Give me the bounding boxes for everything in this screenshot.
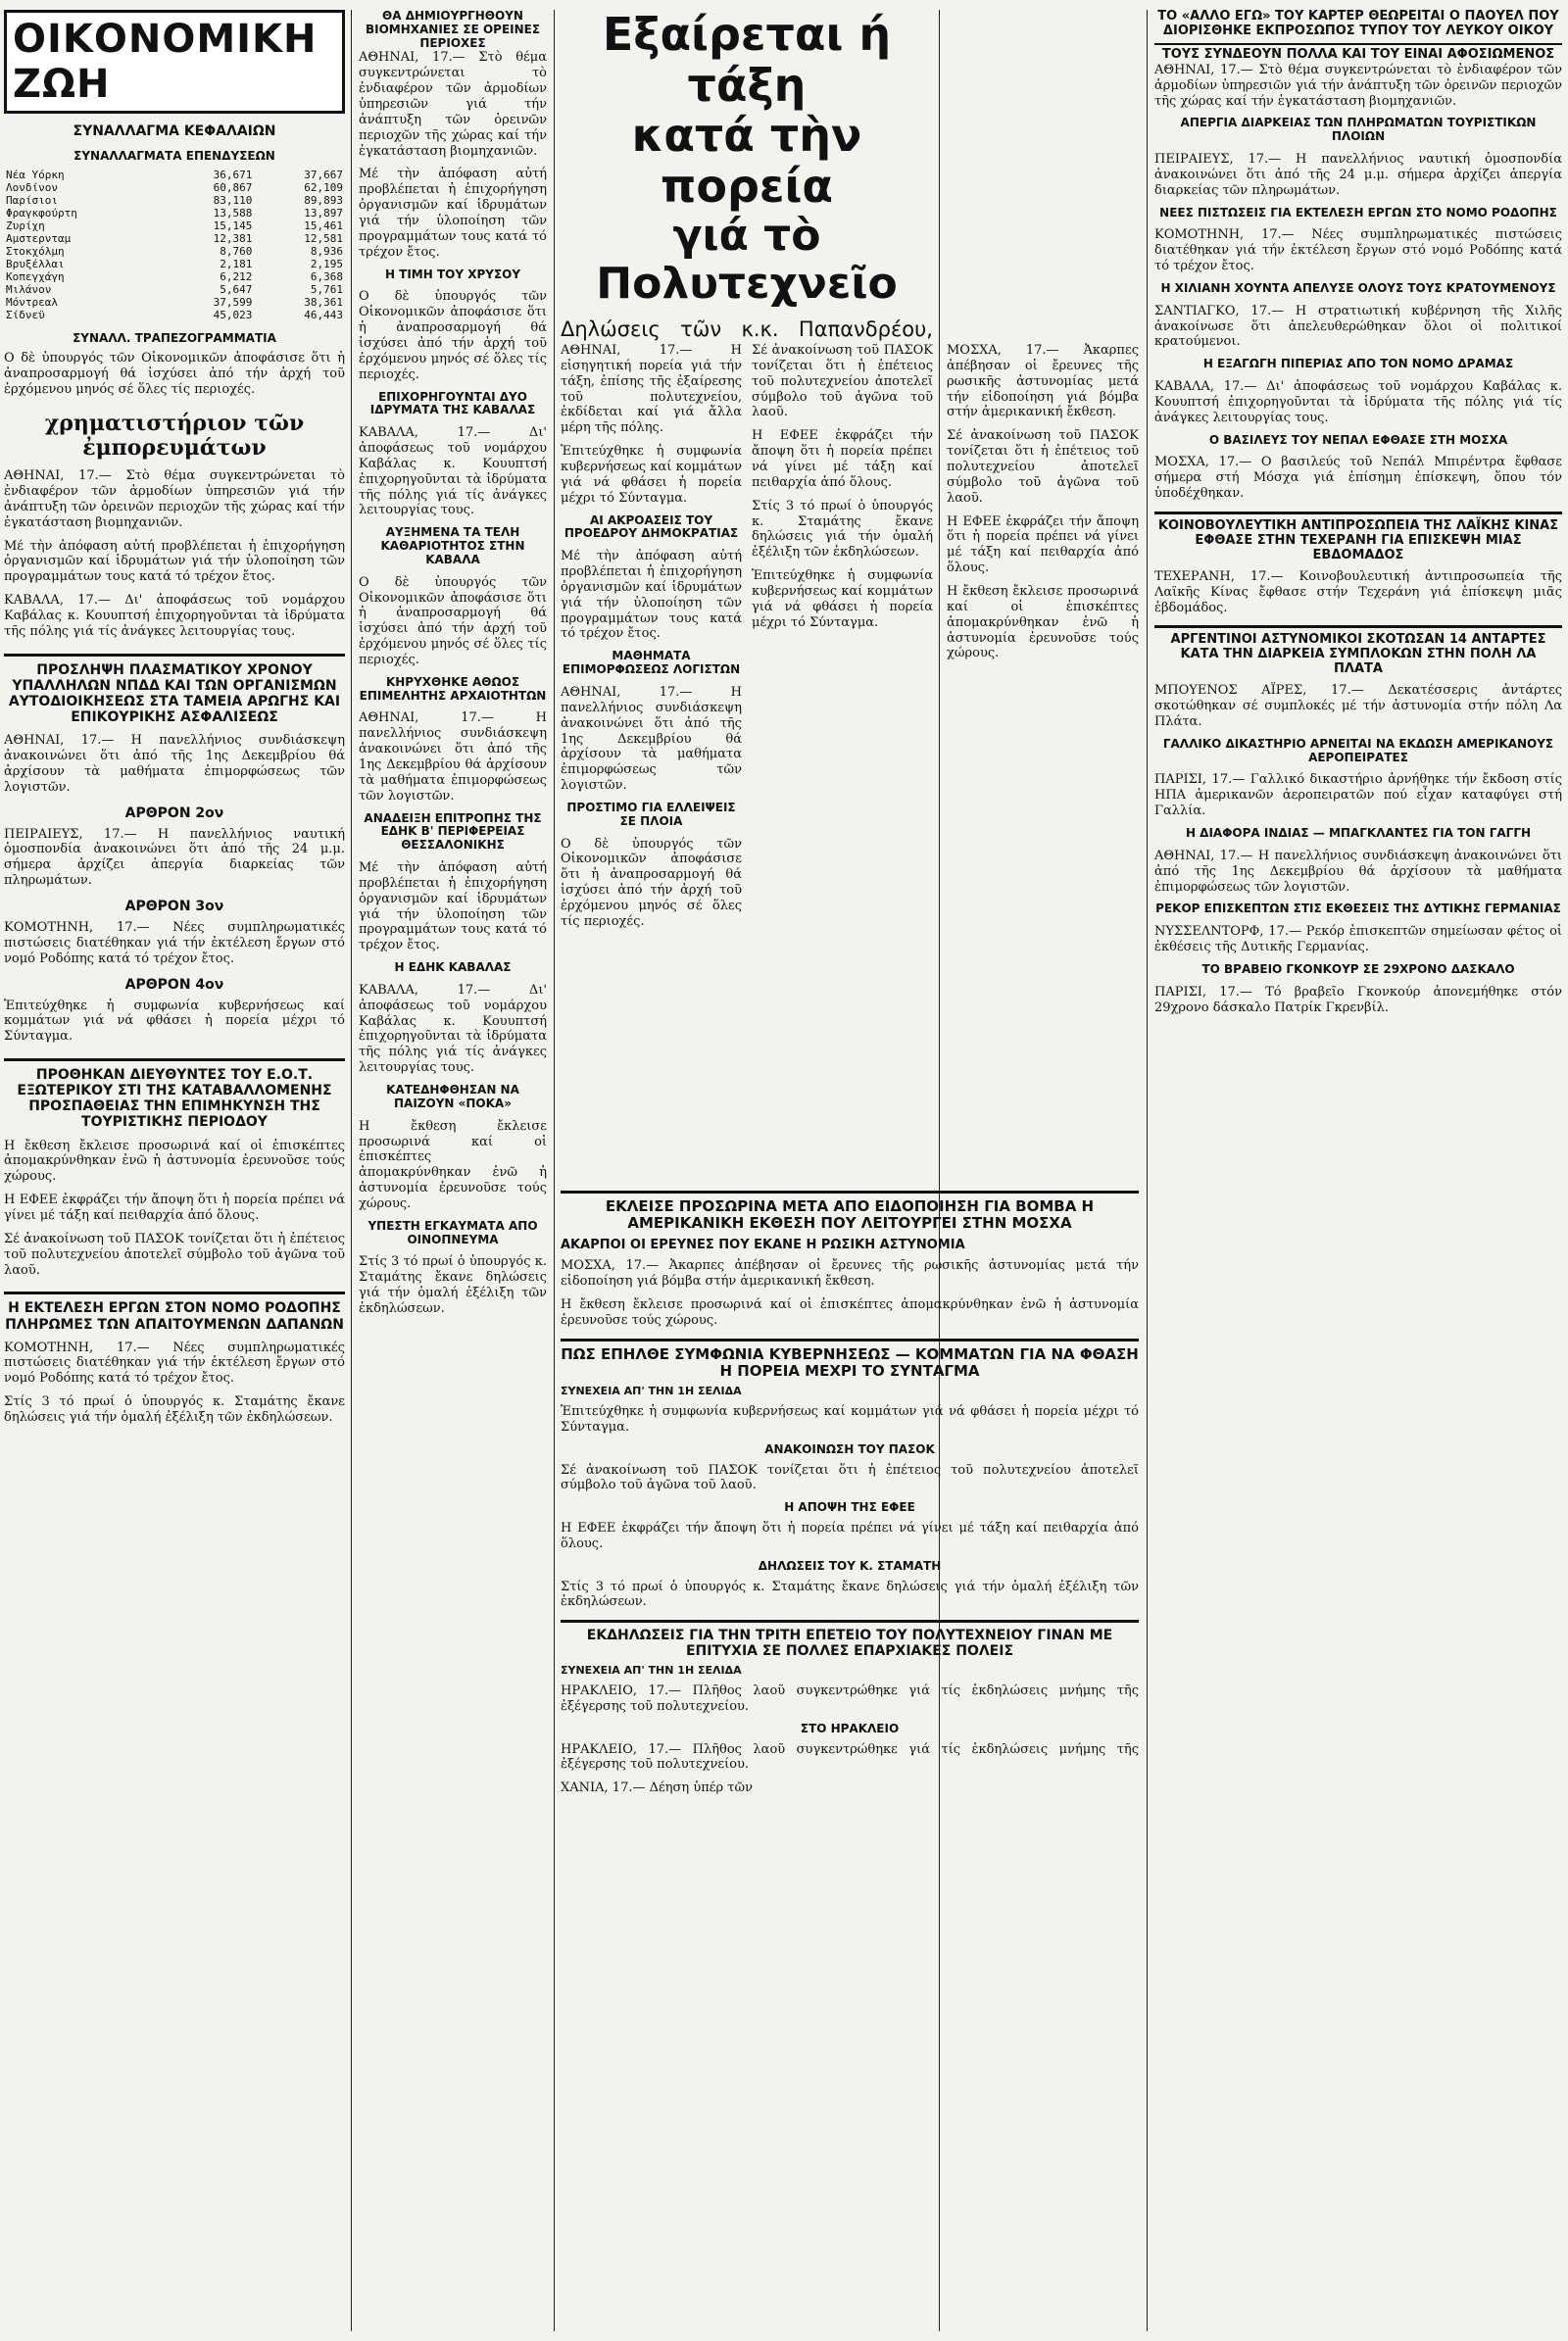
article-text: Μέ τὴν ἀπόφαση αὐτή προβλέπεται ἡ ἐπιχορήγηση ὀργανισμῶν καί ἱδρυμάτων γιά τήν ὑλοποίηση τῶν προγραμμάτων τους κατά τό τρέχον ἔτος. (561, 549, 742, 642)
headline: ΠΡΟΘΗΚΑΝ ΔΙΕΥΘΥΝΤΕΣ ΤΟΥ Ε.Ο.Τ. ΕΞΩΤΕΡΙΚΟΥ ΣΤΙ ΤΗΣ ΚΑΤΑΒΑΛΛΟΜΕΝΗΣ ΠΡΟΣΠΑΘΕΙΑΣ ΤΗΝ ΕΠΙΜΗΚΥΝΣΗ ΤΗΣ ΤΟΥΡΙΣΤΙΚΗΣ ΠΕΡΙΟΔΟΥ (4, 1058, 345, 1130)
headline: ΘΑ ΔΗΜΙΟΥΡΓΗΘΟΥΝ ΒΙΟΜΗΧΑΝΙΕΣ ΣΕ ΟΡΕΙΝΕΣ ΠΕΡΙΟΧΕΣ (365, 10, 541, 50)
article-text: ΚΟΜΟΤΗΝΗ, 17.— Νέες συμπληρωματικές πιστώσεις διατέθηκαν γιά τήν ἐκτέλεση ἔργων στό νομό Ροδόπης κατά τό τρέχον ἔτος. (4, 1340, 345, 1387)
rates-row (4, 207, 345, 219)
headline: ΓΑΛΛΙΚΟ ΔΙΚΑΣΤΗΡΙΟ ΑΡΝΕΙΤΑΙ ΝΑ ΕΚΔΩΣΗ ΑΜΕΡΙΚΑΝΟΥΣ ΑΕΡΟΠΕΙΡΑΤΕΣ (1162, 736, 1554, 764)
headline: ΑΥΞΗΜΕΝΑ ΤΑ ΤΕΛΗ ΚΑΘΑΡΙΟΤΗΤΟΣ ΣΤΗΝ ΚΑΒΑΛΑ (380, 525, 525, 566)
rates-row (4, 309, 345, 321)
article-text: ΤΕΧΕΡΑΝΗ, 17.— Κοινοβουλευτική ἀντιπροσωπεία τῆς Λαϊκῆς Κίνας ἔφθασε στήν Τεχεράνη γιά ἐπίσκεψη μιᾶς ἑβδομάδος. (1154, 568, 1562, 615)
main-subhead: Δηλώσεις τῶν κ.κ. Παπανδρέου, (561, 317, 933, 341)
headline: ΚΟΙΝΟΒΟΥΛΕΥΤΙΚΗ ΑΝΤΙΠΡΟΣΩΠΕΙΑ ΤΗΣ ΛΑΪΚΗΣ ΚΙΝΑΣ ΕΦΘΑΣΕ ΣΤΗΝ ΤΕΧΕΡΑΝΗ ΓΙΑ ΕΠΙΣΚΕΨΗ ΜΙΑΣ ΕΒΔΟΜΑΔΟΣ (1154, 512, 1562, 563)
article-text: Η ΕΦΕΕ ἐκφράζει τήν ἄποψη ὅτι ἡ πορεία πρέπει νά γίνει μέ τάξη καί πειθαρχία ἀπό ὅλους. (752, 428, 933, 490)
headline: ΕΚΔΗΛΩΣΕΙΣ ΓΙΑ ΤΗΝ ΤΡΙΤΗ ΕΠΕΤΕΙΟ ΤΟΥ ΠΟΛΥΤΕΧΝΕΙΟΥ ΓΙΝΑΝ ΜΕ ΕΠΙΤΥΧΙΑ ΣΕ ΠΟΛΛΕΣ ΕΠΑΡΧΙΑΚΕΣ ΠΟΛΕΙΣ (561, 1620, 1139, 1659)
headline: ΥΠΕΣΤΗ ΕΓΚΑΥΜΑΤΑ ΑΠΟ ΟΙΝΟΠΝΕΥΜΑ (368, 1218, 538, 1246)
section-title: ΣΥΝΑΛΛΑΓΜΑ ΚΕΦΑΛΑΙΩΝ (73, 123, 276, 139)
article-text: ΑΘΗΝΑΙ, 17.— Στὸ θέμα συγκεντρώνεται τὸ ἐνδιαφέρον τῶν ἀρμοδίων ὑπηρεσιῶν γιά τήν ἀνάπτυξη τῶν ὀρεινῶν περιοχῶν τῆς χώρας καί τήν ἐγκατάσταση βιομηχανιῶν. (1154, 62, 1562, 109)
rates-table (4, 169, 345, 321)
article-text: Στίς 3 τό πρωί ὁ ὑπουργός κ. Σταμάτης ἔκανε δηλώσεις γιά τήν ὁμαλή ἐξέλιξη τῶν ἐκδηλώσεων. (561, 1579, 1139, 1610)
article-heading: ΑΡΘΡΟΝ 2ον (124, 805, 224, 821)
headline: ΤΟΥΣ ΣΥΝΔΕΟΥΝ ΠΟΛΛΑ ΚΑΙ ΤΟΥ ΕΙΝΑΙ ΑΦΟΣΙΩΜΕΝΟΣ (1154, 43, 1562, 63)
rates-row (4, 169, 345, 181)
rates-city: Ζυρίχη (6, 219, 45, 232)
headline: ΤΟ ΒΡΑΒΕΙΟ ΓΚΟΝΚΟΥΡ ΣΕ 29ΧΡΟΝΟ ΔΑΣΚΑΛΟ (1201, 961, 1515, 976)
article-text: ΜΟΣΧΑ, 17.— Ο βασιλεύς τοῦ Νεπάλ Μπιρέντρα ἔφθασε σήμερα στή Μόσχα γιά ἐπίσημη ἐπίσκεψη, ὅπου τόν ὑποδέχθηκαν. (1154, 455, 1562, 502)
article-text: Στίς 3 τό πρωί ὁ ὑπουργός κ. Σταμάτης ἔκανε δηλώσεις γιά τήν ὁμαλή ἐξέλιξη τῶν ἐκδηλώσεων. (4, 1394, 345, 1426)
continuation-note: ΣΥΝΕΧΕΙΑ ΑΠ' ΤΗΝ 1Η ΣΕΛΙΔΑ (561, 1385, 742, 1398)
article-text: Ἐπιτεύχθηκε ἡ συμφωνία κυβερνήσεως καί κομμάτων γιά νά φθάσει ἡ πορεία μέχρι τό Σύνταγμα. (561, 1404, 1139, 1435)
rates-row (4, 181, 345, 194)
rates-city: Κοπεγχάγη (6, 270, 65, 283)
rates-value: 83,110 (213, 194, 253, 207)
rates-row (4, 258, 345, 270)
headline: ΠΡΟΣΛΗΨΗ ΠΛΑΣΜΑΤΙΚΟΥ ΧΡΟΝΟΥ ΥΠΑΛΛΗΛΩΝ ΝΠΔΔ ΚΑΙ ΤΩΝ ΟΡΓΑΝΙΣΜΩΝ ΑΥΤΟΔΙΟΙΚΗΣΕΩΣ ΣΤΑ ΤΑΜΕΙΑ ΑΡΩΓΗΣ ΚΑΙ ΕΠΙΚΟΥΡΙΚΗΣ ΑΣΦΑΛΙΣΕΩΣ (4, 654, 345, 725)
article-text: Ο δὲ ὑπουργός τῶν Οἰκονομικῶν ἀποφάσισε ὅτι ἡ ἀναπροσαρμογή θά ἰσχύσει ἀπό τήν ἀρχή τοῦ ἐρχόμενου μηνός σέ ὅλες τίς περιοχές. (359, 574, 547, 667)
article-heading: ΑΡΘΡΟΝ 3ον (124, 899, 224, 915)
rates-value: 8,760 (220, 245, 253, 258)
article-text: Ἐπιτεύχθηκε ἡ συμφωνία κυβερνήσεως καί κομμάτων γιά νά φθάσει ἡ πορεία μέχρι τό Σύνταγμα. (752, 568, 933, 630)
news-column-2 (359, 10, 547, 2331)
article-text: Η ΕΦΕΕ ἐκφράζει τήν ἄποψη ὅτι ἡ πορεία πρέπει νά γίνει μέ τάξη καί πειθαρχία ἀπό ὅλους. (561, 1521, 1139, 1551)
rates-value: 62,109 (304, 181, 343, 194)
rates-value: 38,361 (304, 296, 343, 309)
article-text: Σέ ἀνακοίνωση τοῦ ΠΑΣΟΚ τονίζεται ὅτι ἡ ἐπέτειος τοῦ πολυτεχνείου ἀποτελεῖ σύμβολο τοῦ ἀγῶνα τοῦ λαοῦ. (752, 343, 933, 420)
rates-city: Μόντρεαλ (6, 296, 58, 309)
rates-row (4, 245, 345, 258)
headline: Η ΕΔΗΚ ΚΑΒΑΛΑΣ (394, 960, 512, 975)
main-headline-line: κατά τὴν πορεία (631, 109, 862, 213)
article-text: Μέ τὴν ἀπόφαση αὐτή προβλέπεται ἡ ἐπιχορήγηση ὀργανισμῶν καί ἱδρυμάτων γιά τήν ὑλοποίηση τῶν προγραμμάτων τους κατά τό τρέχον ἔτος. (4, 538, 345, 585)
article-text: ΠΕΙΡΑΙΕΥΣ, 17.— Η πανελλήνιος ναυτική ὁμοσπονδία ἀνακοινώνει ὅτι ἀπό τῆς 24 μ.μ. σήμερα ἀρχίζει ἀπεργία διαρκείας τῶν πληρωμάτων. (1154, 151, 1562, 198)
article-text: ΧΑΝΙΑ, 17.— Δέηση ὑπέρ τῶν (561, 1780, 753, 1796)
article-text: ΚΑΒΑΛΑ, 17.— Δι' ἀποφάσεως τοῦ νομάρχου Καβάλας κ. Κουυπτσή ἐπιχορηγοῦνται τὰ ἱδρύματα τῆς πόλης γιά τίς ἀνάγκες λειτουργίας τους. (359, 425, 547, 518)
article-text: ΠΑΡΙΣΙ, 17.— Γαλλικό δικαστήριο ἀρνήθηκε τήν ἔκδοση στίς ΗΠΑ ἀμερικανῶν ἀεροπειρατῶν πού εἶχαν καταφύγει στή Γαλλία. (1154, 772, 1562, 819)
article-text: Η ΕΦΕΕ ἐκφράζει τήν ἄποψη ὅτι ἡ πορεία πρέπει νά γίνει μέ τάξη καί πειθαρχία ἀπό ὅλους. (947, 513, 1139, 576)
main-headline-line: γιά τὸ Πολυτεχνεῖο (596, 211, 898, 310)
headline: ΣΤΟ ΗΡΑΚΛΕΙΟ (800, 1721, 900, 1735)
headline: Ο ΒΑΣΙΛΕΥΣ ΤΟΥ ΝΕΠΑΛ ΕΦΘΑΣΕ ΣΤΗ ΜΟΣΧΑ (1208, 432, 1508, 447)
headline: ΤΟ «ΑΛΛΟ ΕΓΩ» ΤΟΥ ΚΑΡΤΕΡ ΘΕΩΡΕΙΤΑΙ Ο ΠΑΟΥΕΛ ΠΟΥ ΔΙΟΡΙΣΘΗΚΕ ΕΚΠΡΟΣΩΠΟΣ ΤΥΠΟΥ ΤΟΥ ΛΕΥΚΟΥ ΟΙΚΟΥ (1157, 10, 1559, 38)
rates-row (4, 296, 345, 309)
mid-lower-block (561, 1191, 1139, 2331)
news-column-4 (947, 343, 1139, 1186)
headline: ΚΑΤΕΔΗΦΘΗΣΑΝ ΝΑ ΠΑΙΖΟΥΝ «ΠΟΚΑ» (386, 1083, 519, 1110)
main-headline-line: Εξαίρεται ή τάξη (602, 10, 892, 112)
article-text: Η ἔκθεση ἔκλεισε προσωρινά καί οἱ ἐπισκέπτες ἀπομακρύνθηκαν ἐνῶ ἡ ἀστυνομία ἐρευνοῦσε τούς χώρους. (359, 1118, 547, 1211)
article-text: ΑΘΗΝΑΙ, 17.— Η πανελλήνιος συνδιάσκεψη ἀνακοινώνει ὅτι ἀπό τῆς 1ης Δεκεμβρίου θά ἀρχίσουν τὰ μαθήματα ἐπιμορφώσεως τῶν λογιστῶν. (359, 710, 547, 804)
article-text: ΣΑΝΤΙΑΓΚΟ, 17.— Η στρατιωτική κυβέρνηση τῆς Χιλῆς ἀνακοίνωσε ὅτι ἀπελευθερώθηκαν ὅλοι οἱ πολιτικοί κρατούμενοι. (1154, 303, 1562, 350)
headline: ΑΝΑΔΕΙΞΗ ΕΠΙΤΡΟΠΗΣ ΤΗΣ ΕΔΗΚ Β' ΠΕΡΙΦΕΡΕΙΑΣ ΘΕΣΣΑΛΟΝΙΚΗΣ (364, 810, 542, 853)
article-text: Η ΕΦΕΕ ἐκφράζει τήν ἄποψη ὅτι ἡ πορεία πρέπει νά γίνει μέ τάξη καί πειθαρχία ἀπό ὅλους. (4, 1193, 345, 1223)
headline: ΑΠΕΡΓΙΑ ΔΙΑΡΚΕΙΑΣ ΤΩΝ ΠΛΗΡΩΜΑΤΩΝ ΤΟΥΡΙΣΤΙΚΩΝ ΠΛΟΙΩΝ (1180, 116, 1537, 144)
rates-city: Φραγκφούρτη (6, 207, 77, 219)
article-text: ΜΠΟΥΕΝΟΣ ΑΪΡΕΣ, 17.— Δεκατέσσερις ἀντάρτες σκοτώθηκαν σέ συμπλοκές μέ τήν ἀστυνομία στήν πόλη Λα Πλάτα. (1154, 683, 1562, 729)
rates-value: 2,195 (310, 258, 343, 270)
article-text: Ο δὲ ὑπουργός τῶν Οἰκονομικῶν ἀποφάσισε ὅτι ἡ ἀναπροσαρμογή θά ἰσχύσει ἀπό τήν ἀρχή τοῦ ἐρχόμενου μηνός σέ ὅλες τίς περιοχές. (4, 351, 345, 397)
article-text: ΝΥΣΣΕΛΝΤΟΡΦ, 17.— Ρεκόρ ἐπισκεπτῶν σημείωσαν φέτος οἱ ἐκθέσεις τῆς Δυτικῆς Γερμανίας. (1154, 924, 1562, 955)
article-text: ΑΘΗΝΑΙ, 17.— Η πανελλήνιος συνδιάσκεψη ἀνακοινώνει ὅτι ἀπό τῆς 1ης Δεκεμβρίου θά ἀρχίσουν τὰ μαθήματα ἐπιμορφώσεως τῶν λογιστῶν. (1154, 848, 1562, 895)
article-text: ΚΑΒΑΛΑ, 17.— Δι' ἀποφάσεως τοῦ νομάρχου Καβάλας κ. Κουυπτσή ἐπιχορηγοῦνται τὰ ἱδρύματα τῆς πόλης γιά τίς ἀνάγκες λειτουργίας τους. (1154, 379, 1562, 425)
headline: ΑΝΑΚΟΙΝΩΣΗ ΤΟΥ ΠΑΣΟΚ (764, 1441, 935, 1456)
article-text: Ἐπιτεύχθηκε ἡ συμφωνία κυβερνήσεως καί κομμάτων γιά νά φθάσει ἡ πορεία μέχρι τό Σύνταγμα. (561, 444, 742, 506)
article-text: ΜΟΣΧΑ, 17.— Ἀκαρπες ἀπέβησαν οἱ ἔρευνες τῆς ρωσικῆς ἀστυνομίας μετά τήν εἰδοποίηση γιά βόμβα στήν ἀμερικανική ἔκθεση. (947, 343, 1139, 420)
section-title: ΣΥΝΑΛΛ. ΤΡΑΠΕΖΟΓΡΑΜΜΑΤΙΑ (73, 331, 276, 345)
international-column (1154, 10, 1562, 2331)
article-text: Ο δὲ ὑπουργός τῶν Οἰκονομικῶν ἀποφάσισε ὅτι ἡ ἀναπροσαρμογή θά ἰσχύσει ἀπό τήν ἀρχή τοῦ ἐρχόμενου μηνός σέ ὅλες τίς περιοχές. (359, 289, 547, 382)
rates-city: Λονδίνον (6, 181, 58, 194)
article-text: Στίς 3 τό πρωί ὁ ὑπουργός κ. Σταμάτης ἔκανε δηλώσεις γιά τήν ὁμαλή ἐξέλιξη τῶν ἐκδηλώσεων. (752, 498, 933, 561)
article-text: Στίς 3 τό πρωί ὁ ὑπουργός κ. Σταμάτης ἔκανε δηλώσεις γιά τήν ὁμαλή ἐξέλιξη τῶν ἐκδηλώσεων. (359, 1254, 547, 1316)
rates-value: 60,867 (213, 181, 253, 194)
headline: ΑΚΑΡΠΟΙ ΟΙ ΕΡΕΥΝΕΣ ΠΟΥ ΕΚΑΝΕ Η ΡΩΣΙΚΗ ΑΣΤΥΝΟΜΙΑ (561, 1237, 965, 1252)
masthead: ΟΙΚΟΝΟΜΙΚΗ ΖΩΗ (4, 10, 345, 114)
headline: ΕΠΙΧΟΡΗΓΟΥΝΤΑΙ ΔΥΟ ΙΔΡΥΜΑΤΑ ΤΗΣ ΚΑΒΑΛΑΣ (369, 389, 536, 417)
column-rule (351, 10, 352, 2331)
article-text: Η ἔκθεση ἔκλεισε προσωρινά καί οἱ ἐπισκέπτες ἀπομακρύνθηκαν ἐνῶ ἡ ἀστυνομία ἐρευνοῦσε τούς χώρους. (947, 584, 1139, 661)
headline: ΚΗΡΥΧΘΗΚΕ ΑΘΩΟΣ ΕΠΙΜΕΛΗΤΗΣ ΑΡΧΑΙΟΤΗΤΩΝ (359, 674, 547, 703)
article-text: Η ἔκθεση ἔκλεισε προσωρινά καί οἱ ἐπισκέπτες ἀπομακρύνθηκαν ἐνῶ ἡ ἀστυνομία ἐρευνοῦσε τούς χώρους. (561, 1297, 1139, 1329)
rates-city: Βρυξέλλαι (6, 258, 65, 270)
rates-value: 45,023 (213, 309, 253, 321)
headline: ΕΚΛΕΙΣΕ ΠΡΟΣΩΡΙΝΑ ΜΕΤΑ ΑΠΟ ΕΙΔΟΠΟΙΗΣΗ ΓΙΑ ΒΟΜΒΑ Η ΑΜΕΡΙΚΑΝΙΚΗ ΕΚΘΕΣΗ ΠΟΥ ΛΕΙΤΟΥΡΓΕΙ ΣΤΗΝ ΜΟΣΧΑ (561, 1191, 1139, 1233)
rates-city: Μιλάνον (6, 283, 52, 296)
main-story-header (561, 10, 933, 343)
column-rule (1147, 10, 1148, 2331)
article-text: ΑΘΗΝΑΙ, 17.— Στὸ θέμα συγκεντρώνεται τὸ ἐνδιαφέρον τῶν ἀρμοδίων ὑπηρεσιῶν γιά τήν ἀνάπτυξη τῶν ὀρεινῶν περιοχῶν τῆς χώρας καί τήν ἐγκατάσταση βιομηχανιῶν. (4, 468, 345, 530)
rates-city: Παρίσιοι (6, 194, 58, 207)
headline: Η ΕΞΑΓΩΓΗ ΠΙΠΕΡΙΑΣ ΑΠΟ ΤΟΝ ΝΟΜΟ ΔΡΑΜΑΣ (1202, 357, 1514, 371)
rates-row (4, 232, 345, 245)
stock-exchange-title: χρηματιστήριον τῶν ἐμπορευμάτων (44, 410, 305, 461)
headline: Η ΔΙΑΦΟΡΑ ΙΝΔΙΑΣ — ΜΠΑΓΚΛΑΝΤΕΣ ΓΙΑ ΤΟΝ ΓΑΓΓΗ (1185, 826, 1532, 841)
rates-value: 13,588 (213, 207, 253, 219)
article-text: Η ἔκθεση ἔκλεισε προσωρινά καί οἱ ἐπισκέπτες ἀπομακρύνθηκαν ἐνῶ ἡ ἀστυνομία ἐρευνοῦσε τούς χώρους. (4, 1138, 345, 1185)
headline: ΠΩΣ ΕΠΗΛΘΕ ΣΥΜΦΩΝΙΑ ΚΥΒΕΡΝΗΣΕΩΣ — ΚΟΜΜΑΤΩΝ ΓΙΑ ΝΑ ΦΘΑΣΗ Η ΠΟΡΕΙΑ ΜΕΧΡΙ ΤΟ ΣΥΝΤΑΓΜΑ (561, 1339, 1139, 1381)
rates-value: 5,761 (310, 283, 343, 296)
rates-city: Αμστερνταμ (6, 232, 72, 245)
article-text: ΚΟΜΟΤΗΝΗ, 17.— Νέες συμπληρωματικές πιστώσεις διατέθηκαν γιά τήν ἐκτέλεση ἔργων στό νομό Ροδόπης κατά τό τρέχον ἔτος. (1154, 227, 1562, 274)
article-text: Ο δὲ ὑπουργός τῶν Οἰκονομικῶν ἀποφάσισε ὅτι ἡ ἀναπροσαρμογή θά ἰσχύσει ἀπό τήν ἀρχή τοῦ ἐρχόμενου μηνός σέ ὅλες τίς περιοχές. (561, 836, 742, 929)
headline: Η ΤΙΜΗ ΤΟΥ ΧΡΥΣΟΥ (384, 267, 521, 281)
article-text: ΑΘΗΝΑΙ, 17.— Η πανελλήνιος συνδιάσκεψη ἀνακοινώνει ὅτι ἀπό τῆς 1ης Δεκεμβρίου θά ἀρχίσουν τὰ μαθήματα ἐπιμορφώσεως τῶν λογιστῶν. (4, 733, 345, 795)
rates-value: 37,667 (304, 169, 343, 181)
article-text: Μέ τὴν ἀπόφαση αὐτή προβλέπεται ἡ ἐπιχορήγηση ὀργανισμῶν καί ἱδρυμάτων γιά τήν ὑλοποίηση τῶν προγραμμάτων τους κατά τό τρέχον ἔτος. (359, 167, 547, 260)
rates-row (4, 270, 345, 283)
rates-value: 2,181 (220, 258, 253, 270)
headline: ΝΕΕΣ ΠΙΣΤΩΣΕΙΣ ΓΙΑ ΕΚΤΕΛΕΣΗ ΕΡΓΩΝ ΣΤΟ ΝΟΜΟ ΡΟΔΟΠΗΣ (1159, 205, 1557, 219)
article-text: ΚΟΜΟΤΗΝΗ, 17.— Νέες συμπληρωματικές πιστώσεις διατέθηκαν γιά τήν ἐκτέλεση ἔργων στό νομό Ροδόπης κατά τό τρέχον ἔτος. (4, 920, 345, 966)
article-text: ΗΡΑΚΛΕΙΟ, 17.— Πλῆθος λαοῦ συγκεντρώθηκε γιά τίς ἐκδηλώσεις μνήμης τῆς ἐξέγερσης τοῦ πολυτεχνείου. (561, 1683, 1139, 1714)
article-text: Ἐπιτεύχθηκε ἡ συμφωνία κυβερνήσεως καί κομμάτων γιά νά φθάσει ἡ πορεία μέχρι τό Σύνταγμα. (4, 998, 345, 1045)
article-text: ΠΕΙΡΑΙΕΥΣ, 17.— Η πανελλήνιος ναυτική ὁμοσπονδία ἀνακοινώνει ὅτι ἀπό τῆς 24 μ.μ. σήμερα ἀρχίζει ἀπεργία διαρκείας τῶν πληρωμάτων. (4, 826, 345, 889)
article-heading: ΑΡΘΡΟΝ 4ον (124, 976, 224, 993)
rates-value: 6,368 (310, 270, 343, 283)
headline: ΑΙ ΑΚΡΟΑΣΕΙΣ ΤΟΥ ΠΡΟΕΔΡΟΥ ΔΗΜΟΚΡΑΤΙΑΣ (564, 512, 739, 541)
rates-row (4, 194, 345, 207)
rates-value: 46,443 (304, 309, 343, 321)
headline: ΡΕΚΟΡ ΕΠΙΣΚΕΠΤΩΝ ΣΤΙΣ ΕΚΘΕΣΕΙΣ ΤΗΣ ΔΥΤΙΚΗΣ ΓΕΡΜΑΝΙΑΣ (1155, 902, 1561, 916)
headline: Η ΧΙΛΙΑΝΗ ΧΟΥΝΤΑ ΑΠΕΛΥΣΕ ΟΛΟΥΣ ΤΟΥΣ ΚΡΑΤΟΥΜΕΝΟΥΣ (1160, 280, 1556, 295)
article-text: ΑΘΗΝΑΙ, 17.— Στὸ θέμα συγκεντρώνεται τὸ ἐνδιαφέρον τῶν ἀρμοδίων ὑπηρεσιῶν γιά τήν ἀνάπτυξη τῶν ὀρεινῶν περιοχῶν τῆς χώρας καί τήν ἐγκατάσταση βιομηχανιῶν. (359, 50, 547, 159)
section-title: ΣΥΝΑΛΛΑΓΜΑΤΑ ΕΠΕΝΔΥΣΕΩΝ (74, 149, 275, 163)
rates-value: 13,897 (304, 207, 343, 219)
rates-city: Σίδνεϋ (6, 309, 45, 321)
news-column-3b (752, 343, 933, 1186)
article-text: ΑΘΗΝΑΙ, 17.— Η εἰσηγητική πορεία γιά τήν τάξη, ἐπίσης τῆς ἐξαίρεσης τοῦ πολυτεχνείου, ἐκδίδεται καί γιά ἄλλα μέρη τῆς πόλης. (561, 343, 742, 436)
rates-value: 5,647 (220, 283, 253, 296)
article-text: Σέ ἀνακοίνωση τοῦ ΠΑΣΟΚ τονίζεται ὅτι ἡ ἐπέτειος τοῦ πολυτεχνείου ἀποτελεῖ σύμβολο τοῦ ἀγῶνα τοῦ λαοῦ. (947, 428, 1139, 506)
article-text: ΠΑΡΙΣΙ, 17.— Τό βραβεῖο Γκονκούρ ἀπονεμήθηκε στόν 29χρονο δάσκαλο Πατρίκ Γκρενβίλ. (1154, 984, 1562, 1015)
article-text: ΚΑΒΑΛΑ, 17.— Δι' ἀποφάσεως τοῦ νομάρχου Καβάλας κ. Κουυπτσή ἐπιχορηγοῦνται τὰ ἱδρύματα τῆς πόλης γιά τίς ἀνάγκες λειτουργίας τους. (4, 593, 345, 639)
headline: Η ΕΚΤΕΛΕΣΗ ΕΡΓΩΝ ΣΤΟΝ ΝΟΜΟ ΡΟΔΟΠΗΣ ΠΛΗΡΩΜΕΣ ΤΩΝ ΑΠΑΙΤΟΥΜΕΝΩΝ ΔΑΠΑΝΩΝ (4, 1292, 345, 1332)
article-text: Μέ τὴν ἀπόφαση αὐτή προβλέπεται ἡ ἐπιχορήγηση ὀργανισμῶν καί ἱδρυμάτων γιά τήν ὑλοποίηση τῶν προγραμμάτων τους κατά τό τρέχον ἔτος. (359, 859, 547, 953)
rates-value: 6,212 (220, 270, 253, 283)
article-text: ΑΘΗΝΑΙ, 17.— Η πανελλήνιος συνδιάσκεψη ἀνακοινώνει ὅτι ἀπό τῆς 1ης Δεκεμβρίου θά ἀρχίσουν τὰ μαθήματα ἐπιμορφώσεως τῶν λογιστῶν. (561, 684, 742, 794)
rates-city: Νέα Υόρκη (6, 169, 65, 181)
rates-value: 15,461 (304, 219, 343, 232)
article-text: Σέ ἀνακοίνωση τοῦ ΠΑΣΟΚ τονίζεται ὅτι ἡ ἐπέτειος τοῦ πολυτεχνείου ἀποτελεῖ σύμβολο τοῦ ἀγῶνα τοῦ λαοῦ. (4, 1231, 345, 1278)
article-text: ΚΑΒΑΛΑ, 17.— Δι' ἀποφάσεως τοῦ νομάρχου Καβάλας κ. Κουυπτσή ἐπιχορηγοῦνται τὰ ἱδρύματα τῆς πόλης γιά τίς ἀνάγκες λειτουργίας τους. (359, 982, 547, 1076)
rates-row (4, 283, 345, 296)
headline: ΜΑΘΗΜΑΤΑ ΕΠΙΜΟΡΦΩΣΕΩΣ ΛΟΓΙΣΤΩΝ (562, 649, 741, 677)
rates-value: 37,599 (213, 296, 253, 309)
article-text: Σέ ἀνακοίνωση τοῦ ΠΑΣΟΚ τονίζεται ὅτι ἡ ἐπέτειος τοῦ πολυτεχνείου ἀποτελεῖ σύμβολο τοῦ ἀγῶνα τοῦ λαοῦ. (561, 1462, 1139, 1493)
headline: ΠΡΟΣΤΙΜΟ ΓΙΑ ΕΛΛΕΙΨΕΙΣ ΣΕ ΠΛΟΙΑ (566, 800, 736, 828)
column-rule (554, 10, 555, 2331)
economic-column (4, 10, 345, 2331)
headline: Η ΑΠΟΨΗ ΤΗΣ ΕΦΕΕ (784, 1500, 915, 1515)
rates-value: 8,936 (310, 245, 343, 258)
rates-row (4, 219, 345, 232)
rates-value: 12,381 (213, 232, 253, 245)
headline: ΑΡΓΕΝΤΙΝΟΙ ΑΣΤΥΝΟΜΙΚΟΙ ΣΚΟΤΩΣΑΝ 14 ΑΝΤΑΡΤΕΣ ΚΑΤΑ ΤΗΝ ΔΙΑΡΚΕΙΑ ΣΥΜΠΛΟΚΩΝ ΣΤΗΝ ΠΟΛΗ ΛΑ ΠΛΑΤΑ (1154, 625, 1562, 677)
article-text: ΗΡΑΚΛΕΙΟ, 17.— Πλῆθος λαοῦ συγκεντρώθηκε γιά τίς ἐκδηλώσεις μνήμης τῆς ἐξέγερσης τοῦ πολυτεχνείου. (561, 1741, 1139, 1773)
article-text: ΜΟΣΧΑ, 17.— Ἀκαρπες ἀπέβησαν οἱ ἔρευνες τῆς ρωσικῆς ἀστυνομίας μετά τήν εἰδοποίηση γιά βόμβα στήν ἀμερικανική ἔκθεση. (561, 1258, 1139, 1290)
rates-city: Στοκχόλμη (6, 245, 65, 258)
rates-value: 89,893 (304, 194, 343, 207)
headline: ΔΗΛΩΣΕΙΣ ΤΟΥ Κ. ΣΤΑΜΑΤΗ (758, 1558, 942, 1573)
rates-value: 36,671 (213, 169, 253, 181)
continuation-note: ΣΥΝΕΧΕΙΑ ΑΠ' ΤΗΝ 1Η ΣΕΛΙΔΑ (561, 1664, 742, 1678)
rates-value: 15,145 (213, 219, 253, 232)
rates-value: 12,581 (304, 232, 343, 245)
